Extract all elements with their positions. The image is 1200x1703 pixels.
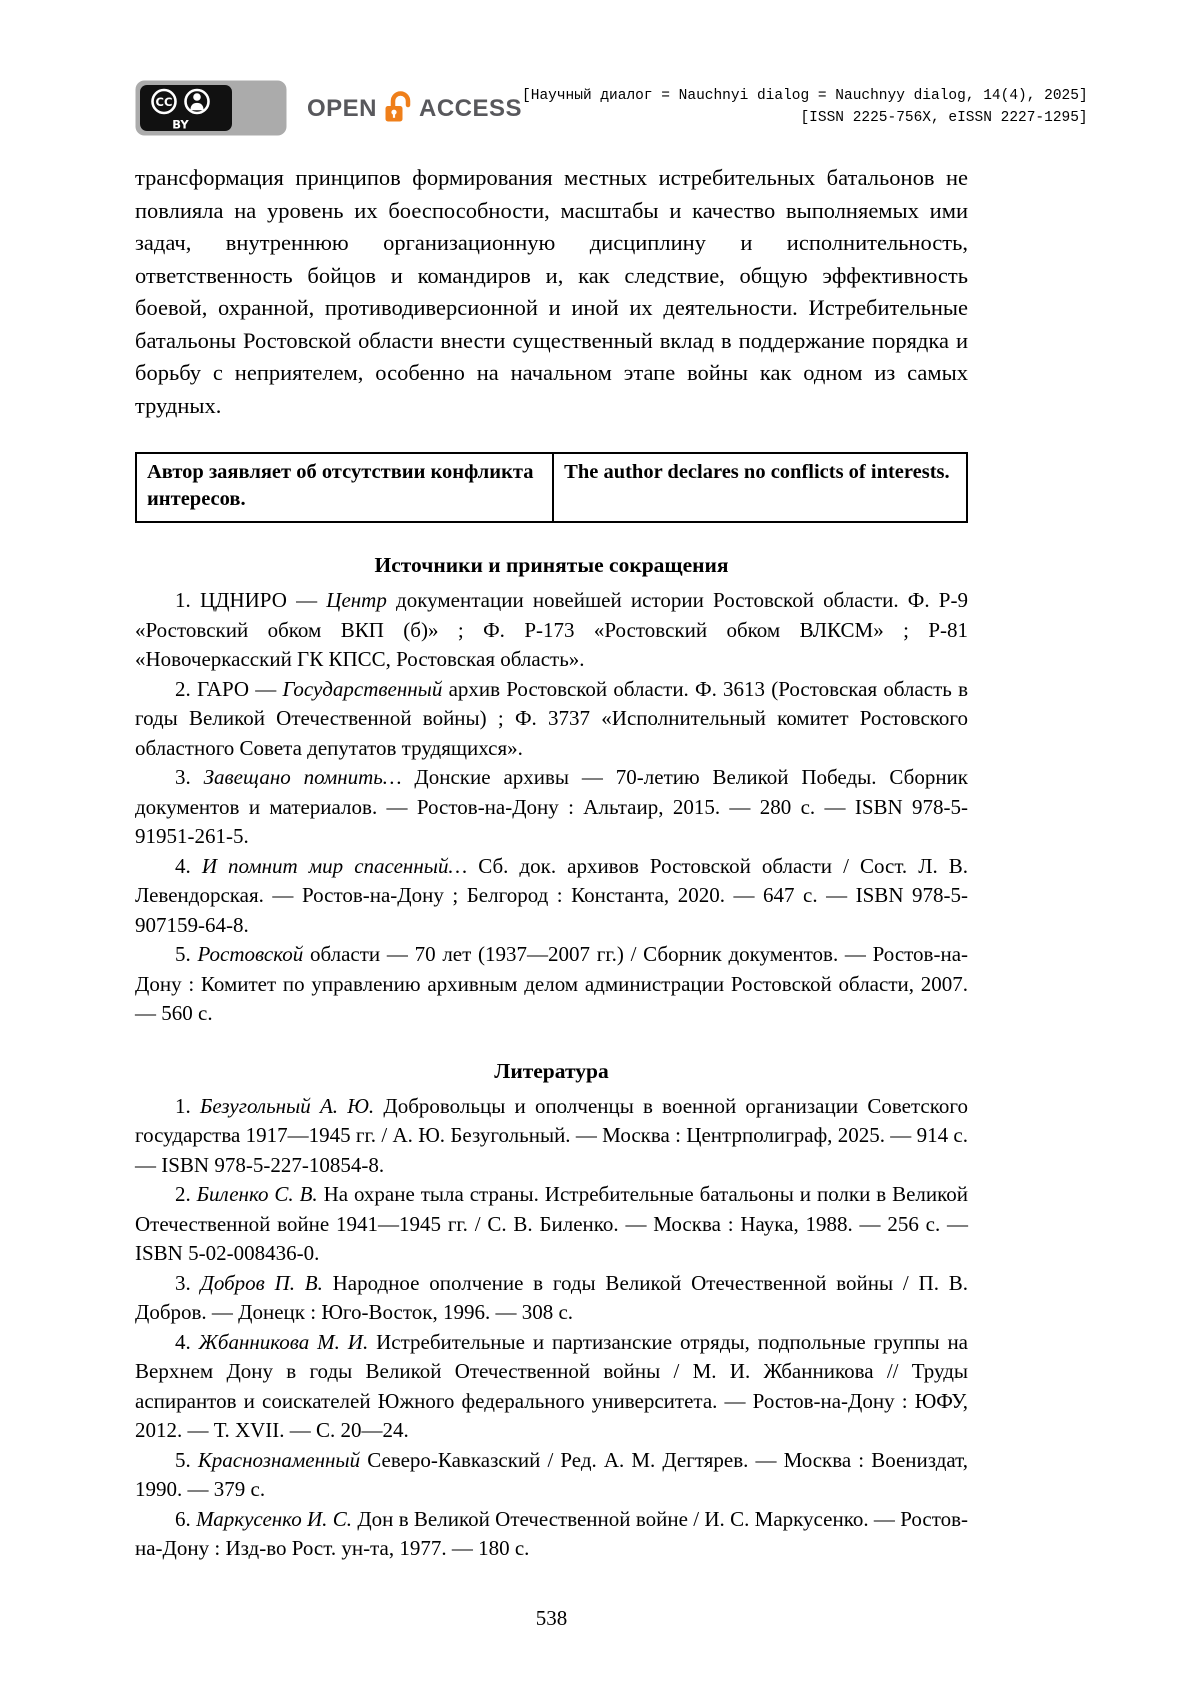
ref-prefix: 4. — [175, 1329, 199, 1354]
sources-section-heading: Источники и принятые сокращения — [374, 553, 729, 577]
cc-label: CC — [155, 95, 173, 109]
conflict-statement-ru: Автор заявляет об отсутствии конфликта интересов. — [136, 453, 553, 522]
by-label: BY — [172, 117, 189, 132]
ref-prefix: 6. — [175, 1506, 197, 1531]
source-item-4 — [135, 852, 968, 941]
ref-rest: Северо-Кавказский / Ред. А. М. Дегтярев. — Москва : Воениздат, 1990. — 379 с. — [135, 1447, 969, 1501]
ref-author-italic: Краснознаменный — [197, 1447, 361, 1472]
source-item-5 — [135, 940, 968, 1029]
literature-item-5 — [135, 1446, 968, 1505]
ref-author-italic: Добров П. В. — [200, 1270, 323, 1295]
ref-rest: области — 70 лет (1937—2007 гг.) / Сборник документов. — Ростов-на-Дону : Комитет по управлению архивным делом администрации Ростовской области, 2007. — 560 с. — [135, 942, 969, 1025]
ref-rest: Народное ополчение в годы Великой Отечественной войны / П. В. Добров. — Донецк : Юго-Восток, 1996. — 308 с. — [135, 1270, 968, 1324]
cc-by-badge-icon — [135, 80, 287, 136]
ref-prefix: 1. ЦДНИРО — — [175, 588, 327, 612]
ref-rest: Сб. док. архивов Ростовской области / Сост. Л. В. Левендорская. — Ростов-на-Дону ; Белгород : Константа, 2020. — 647 с. — ISBN 978-5-907159-64-8. — [135, 853, 969, 937]
ref-prefix: 5. — [175, 942, 198, 966]
page-header — [135, 80, 1088, 136]
conflict-table-row — [136, 453, 967, 522]
ref-title-italic: Центр — [326, 588, 387, 612]
ref-rest: документации новейшей истории Ростовской области. Ф. Р-9 «Ростовский обком ВКП (б)» ; Ф. Р-173 «Ростовский обком ВЛКСМ» ; Р-81 «Новочеркасский ГК КПСС, Ростовская область». — [135, 588, 968, 671]
ref-prefix: 2. ГАРО — — [175, 676, 283, 701]
ref-prefix: 1. — [175, 1093, 200, 1118]
ref-prefix: 3. — [175, 1270, 201, 1295]
article-body-paragraph: трансформация принципов формирования местных истребительных батальонов не повлияла на уровень их боеспособности, масштабы и качество выполняемых ими задач, внутреннюю организационную дисциплину и исполнительность, ответственность бойцов и командиров и, как следствие, общую эффективность боевой, охранной, противодиверсионной и иной их деятельности. Истребительные батальоны Ростовской области внести существенный вклад в поддержание порядка и борьбу с неприятелем, особенно на начальном этапе войны как одном из самых трудных. — [135, 165, 968, 418]
literature-item-3 — [135, 1269, 968, 1328]
ref-author-italic: Биленко С. В. — [196, 1182, 318, 1206]
ref-rest: Добровольцы и ополченцы в военной организации Советского государства 1917—1945 гг. / А. Ю. Безугольный. — Москва : Центрполиграф, 2025. — 914 с. — ISBN 978-5-227-10854-8. — [135, 1093, 968, 1177]
source-item-3 — [135, 763, 968, 852]
ref-rest: Донские архивы — 70-летию Великой Победы. Сборник документов и материалов. — Ростов-на-Дону : Альтаир, 2015. — 280 с. — ISBN 978-5-91951-261-5. — [135, 765, 968, 848]
ref-rest: Дон в Великой Отечественной войне / И. С. Маркусенко. — Ростов-на-Дону : Изд-во Рост. ун-та, 1977. — 180 с. — [135, 1506, 969, 1560]
open-lock-icon — [384, 91, 412, 127]
literature-item-4 — [135, 1328, 968, 1446]
ref-title-italic: Государственный — [282, 676, 443, 701]
ref-rest: Истребительные и партизанские отряды, подпольные группы на Верхнем Дону в годы Великой Отечественной войны / М. И. Жбанникова // Труды аспирантов и соискателей Южного федерального университета. — Ростов-на-Дону : ЮФУ, 2012. — Т. XVII. — С. 20—24. — [135, 1329, 968, 1442]
ref-prefix: 5. — [175, 1447, 198, 1472]
literature-section-heading: Литература — [494, 1058, 609, 1083]
open-access-logo — [307, 91, 522, 127]
journal-citation-line1: [Научный диалог = Nauchnyi dialog = Nauchnyy dialog, 14(4), 2025] — [522, 88, 1088, 104]
journal-citation-line2: [ISSN 2225-756X, eISSN 2227-1295] — [800, 110, 1088, 126]
ref-author-italic: Жбанникова М. И. — [198, 1329, 369, 1354]
page-number: 538 — [535, 1606, 568, 1630]
ref-title-italic: Ростовской — [197, 942, 304, 966]
literature-item-1 — [135, 1092, 968, 1181]
open-access-word-access: ACCESS — [419, 95, 523, 122]
ref-rest: На охране тыла страны. Истребительные батальоны и полки в Великой Отечественной войне 1941—1945 гг. / С. В. Биленко. — Москва : Наука, 1988. — 256 с. — ISBN 5-02-008436-0. — [135, 1182, 968, 1265]
ref-author-italic: Безугольный А. Ю. — [199, 1093, 375, 1118]
conflict-of-interest-table — [135, 452, 968, 523]
source-item-2 — [135, 675, 968, 764]
ref-title-italic: Завещано помнить… — [203, 765, 402, 789]
ref-rest: архив Ростовской области. Ф. 3613 (Ростовская область в годы Великой Отечественной войны) ; Ф. 3737 «Исполнительный комитет Ростовского областного Совета депутатов трудящихся». — [135, 676, 968, 760]
literature-item-6 — [135, 1505, 968, 1564]
license-logos — [135, 80, 522, 136]
source-item-1 — [135, 586, 968, 675]
ref-author-italic: Маркусенко И. С. — [196, 1506, 353, 1531]
journal-citation — [522, 85, 1088, 129]
conflict-statement-en: The author declares no conflicts of interests. — [553, 453, 967, 522]
ref-prefix: 2. — [175, 1182, 197, 1206]
literature-item-2 — [135, 1180, 968, 1269]
ref-title-italic: И помнит мир спасенный… — [201, 853, 468, 878]
ref-prefix: 3. — [175, 765, 204, 789]
open-access-word-open: OPEN — [307, 95, 378, 122]
ref-prefix: 4. — [175, 853, 202, 878]
